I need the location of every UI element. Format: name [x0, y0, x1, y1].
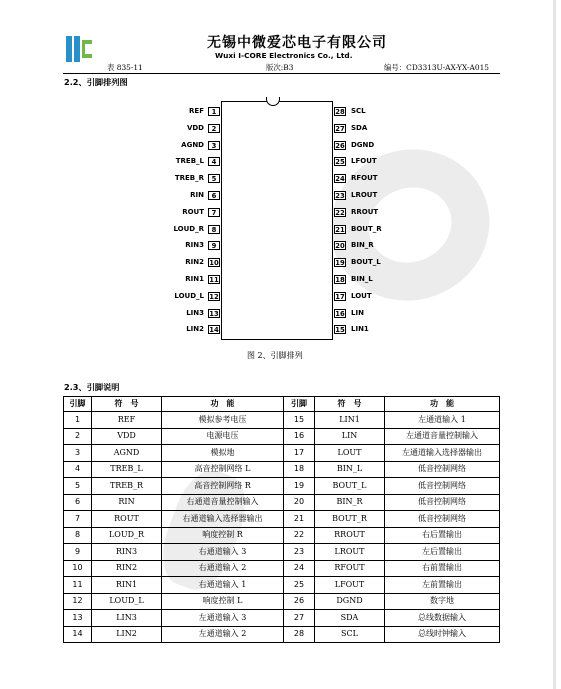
table-cell: 10	[64, 560, 92, 577]
table-cell: LIN3	[92, 610, 162, 627]
table-row	[64, 610, 500, 627]
pin-number: 20	[335, 242, 345, 251]
table-row	[64, 511, 500, 528]
table-cell: 25	[284, 577, 315, 594]
pin-number: 9	[208, 241, 220, 250]
table-cell: 右后置输出	[385, 527, 500, 544]
section-heading-pin-description: 2.3、引脚说明	[64, 382, 120, 392]
table-cell: 数字地	[385, 593, 500, 610]
table-cell: 13	[64, 610, 92, 627]
table-cell: 27	[284, 610, 315, 627]
pin-number: 28	[335, 108, 345, 116]
pin-label: LROUT	[351, 191, 378, 199]
table-cell: BIN_R	[315, 494, 385, 511]
table-cell: 响度控制 L	[162, 593, 284, 610]
pin-number: 24	[335, 175, 345, 184]
table-row	[64, 494, 500, 511]
table-cell: TREB_R	[92, 478, 162, 495]
pin-number: 17	[335, 292, 345, 301]
table-cell: RIN2	[92, 560, 162, 577]
table-cell: LROUT	[315, 544, 385, 561]
page-edge-bar	[553, 0, 556, 689]
table-cell: ROUT	[92, 511, 162, 528]
pin-number: 25	[335, 158, 345, 167]
table-cell: 19	[284, 478, 315, 495]
pin-label: BOUT_R	[351, 224, 382, 233]
section-heading-pin-arrangement: 2.2、引脚排列图	[64, 77, 128, 87]
table-cell: 左通道输入 3	[162, 610, 284, 627]
table-row	[64, 527, 500, 544]
table-cell: DGND	[315, 593, 385, 610]
pin-label: VDD	[186, 123, 204, 132]
pin-number: 10	[209, 259, 219, 268]
table-row	[64, 544, 500, 561]
table-cell: 总线数据输入	[385, 610, 500, 627]
table-cell: 4	[64, 461, 92, 478]
pin-number: 4	[208, 157, 220, 166]
table-cell: 7	[64, 511, 92, 528]
pin-number: 13	[209, 309, 219, 318]
table-cell: LFOUT	[315, 577, 385, 594]
table-cell: 低音控制网络	[385, 478, 500, 495]
pin-label: LIN	[351, 308, 364, 317]
table-cell: 右通道输入 3	[162, 544, 284, 561]
pin-number: 2	[208, 124, 220, 133]
pin-label: LIN2	[186, 325, 204, 334]
table-cell: 响度控制 R	[162, 527, 284, 544]
table-cell: 电源电压	[162, 428, 284, 445]
pin-number: 16	[335, 309, 345, 318]
table-row	[64, 412, 500, 429]
table-cell: 低音控制网络	[385, 494, 500, 511]
table-cell: SCL	[315, 626, 385, 643]
table-cell: REF	[92, 412, 162, 429]
pin-label: RIN2	[185, 258, 204, 267]
company-name-en: Wuxi I-CORE Electronics Co., Ltd.	[215, 51, 353, 60]
table-cell: 左通道音量控制输入	[385, 428, 500, 445]
pin-label: DGND	[351, 140, 375, 149]
table-row	[64, 445, 500, 462]
table-cell: RFOUT	[315, 560, 385, 577]
pin-number: 21	[335, 225, 345, 234]
table-cell: 右通道输入选择器输出	[162, 511, 284, 528]
table-cell: 左通道输入 1	[385, 412, 500, 429]
table-cell: LOUD_R	[92, 527, 162, 544]
table-cell: BOUT_R	[315, 511, 385, 528]
table-cell: 20	[284, 494, 315, 511]
table-cell: 26	[284, 593, 315, 610]
table-cell: LIN1	[315, 412, 385, 429]
table-cell: 16	[284, 428, 315, 445]
pin-label: AGND	[181, 140, 204, 149]
table-cell: LOUD_L	[92, 593, 162, 610]
pin-label: LOUD_L	[174, 291, 204, 300]
table-cell: AGND	[92, 445, 162, 462]
pin-label: RIN	[190, 191, 204, 199]
pin-number: 23	[335, 192, 345, 200]
pin-label: TREB_L	[175, 157, 204, 166]
table-cell: 总线时钟输入	[385, 626, 500, 643]
pin-label: LOUT	[351, 291, 372, 300]
table-cell: 左前置输出	[385, 577, 500, 594]
table-row	[64, 577, 500, 594]
pin-label: SCL	[351, 107, 366, 115]
pin-label: TREB_R	[174, 174, 204, 183]
table-cell: 高音控制网络 L	[162, 461, 284, 478]
pin-label: LOUD_R	[173, 224, 204, 233]
col-header: 引脚	[284, 397, 315, 412]
table-cell: RIN1	[92, 577, 162, 594]
pin-label: ROUT	[182, 207, 204, 216]
pin-label: RIN3	[185, 241, 204, 250]
table-cell: 2	[64, 428, 92, 445]
table-cell: 高音控制网络 R	[162, 478, 284, 495]
table-row	[64, 461, 500, 478]
pin-number: 19	[335, 259, 345, 268]
pin-label: LIN1	[351, 325, 369, 334]
pin-label: RFOUT	[351, 174, 378, 183]
table-row	[64, 478, 500, 495]
table-cell: 14	[64, 626, 92, 643]
pin-number: 1	[208, 107, 220, 116]
version: 版次:B3	[266, 63, 294, 72]
table-cell: 模拟参考电压	[162, 412, 284, 429]
col-header: 功 能	[162, 397, 284, 412]
table-cell: LOUT	[315, 445, 385, 462]
table-cell: RIN	[92, 494, 162, 511]
pin-description-table	[63, 396, 500, 643]
table-cell: 低音控制网络	[385, 461, 500, 478]
pin-label: SDA	[351, 123, 368, 132]
table-cell: 24	[284, 560, 315, 577]
table-row	[64, 560, 500, 577]
pin-label: RROUT	[351, 207, 379, 216]
table-cell: 8	[64, 527, 92, 544]
pin-number: 27	[335, 124, 345, 133]
table-cell: 3	[64, 445, 92, 462]
table-cell: 11	[64, 577, 92, 594]
pin-number: 3	[208, 141, 220, 150]
table-cell: 12	[64, 593, 92, 610]
col-header: 符 号	[92, 397, 162, 412]
form-number: 表 835-11	[107, 63, 143, 72]
table-cell: 21	[284, 511, 315, 528]
table-cell: 18	[284, 461, 315, 478]
table-cell: 左通道输入选择器输出	[385, 445, 500, 462]
table-cell: 22	[284, 527, 315, 544]
pin-label: LIN3	[186, 308, 204, 317]
table-cell: 6	[64, 494, 92, 511]
pin-number: 8	[208, 225, 220, 234]
table-cell: LIN	[315, 428, 385, 445]
table-cell: SDA	[315, 610, 385, 627]
table-header-row	[64, 397, 500, 412]
pin-number: 18	[335, 276, 345, 284]
table-cell: TREB_L	[92, 461, 162, 478]
table-cell: 右通道输入 1	[162, 577, 284, 594]
col-header: 功 能	[385, 397, 500, 412]
pin-number: 7	[208, 208, 220, 217]
col-header: 引脚	[64, 397, 92, 412]
pin-number: 15	[335, 326, 345, 335]
company-logo	[66, 36, 92, 62]
document-number: 编号：CD3313U-AX-YX-A015	[384, 63, 489, 72]
table-cell: RIN3	[92, 544, 162, 561]
table-cell: 23	[284, 544, 315, 561]
table-cell: 右前置输出	[385, 560, 500, 577]
pin-number: 11	[209, 276, 219, 284]
table-cell: 28	[284, 626, 315, 643]
table-cell: RROUT	[315, 527, 385, 544]
table-cell: 左后置输出	[385, 544, 500, 561]
table-cell: 15	[284, 412, 315, 429]
pin-number: 14	[209, 326, 219, 335]
table-cell: BIN_L	[315, 461, 385, 478]
pin-number: 5	[208, 174, 220, 183]
pin-number: 6	[208, 191, 220, 200]
pin-number: 12	[209, 292, 219, 301]
table-cell: 低音控制网络	[385, 511, 500, 528]
table-cell: 5	[64, 478, 92, 495]
pin-number: 22	[335, 208, 345, 217]
table-row	[64, 626, 500, 643]
pin-label: BOUT_L	[351, 258, 381, 267]
pin-label: RIN1	[185, 275, 204, 283]
header-divider	[63, 73, 500, 74]
company-name-cn: 无锡中微爱芯电子有限公司	[207, 35, 387, 51]
pin-label: BIN_L	[351, 275, 373, 283]
table-cell: 左通道输入 2	[162, 626, 284, 643]
col-header: 符 号	[315, 397, 385, 412]
pin-label: LFOUT	[351, 157, 377, 166]
table-row	[64, 428, 500, 445]
table-cell: LIN2	[92, 626, 162, 643]
ic-package-body	[221, 101, 333, 340]
table-cell: 右通道音量控制输入	[162, 494, 284, 511]
pin-label: BIN_R	[351, 241, 374, 250]
table-cell: 9	[64, 544, 92, 561]
table-row	[64, 593, 500, 610]
table-cell: BOUT_L	[315, 478, 385, 495]
table-cell: 1	[64, 412, 92, 429]
table-cell: VDD	[92, 428, 162, 445]
table-cell: 右通道输入 2	[162, 560, 284, 577]
figure-caption: 图 2、引脚排列	[247, 351, 303, 360]
table-cell: 模拟地	[162, 445, 284, 462]
pin-label: REF	[189, 107, 204, 115]
table-cell: 17	[284, 445, 315, 462]
pin-number: 26	[335, 141, 345, 150]
